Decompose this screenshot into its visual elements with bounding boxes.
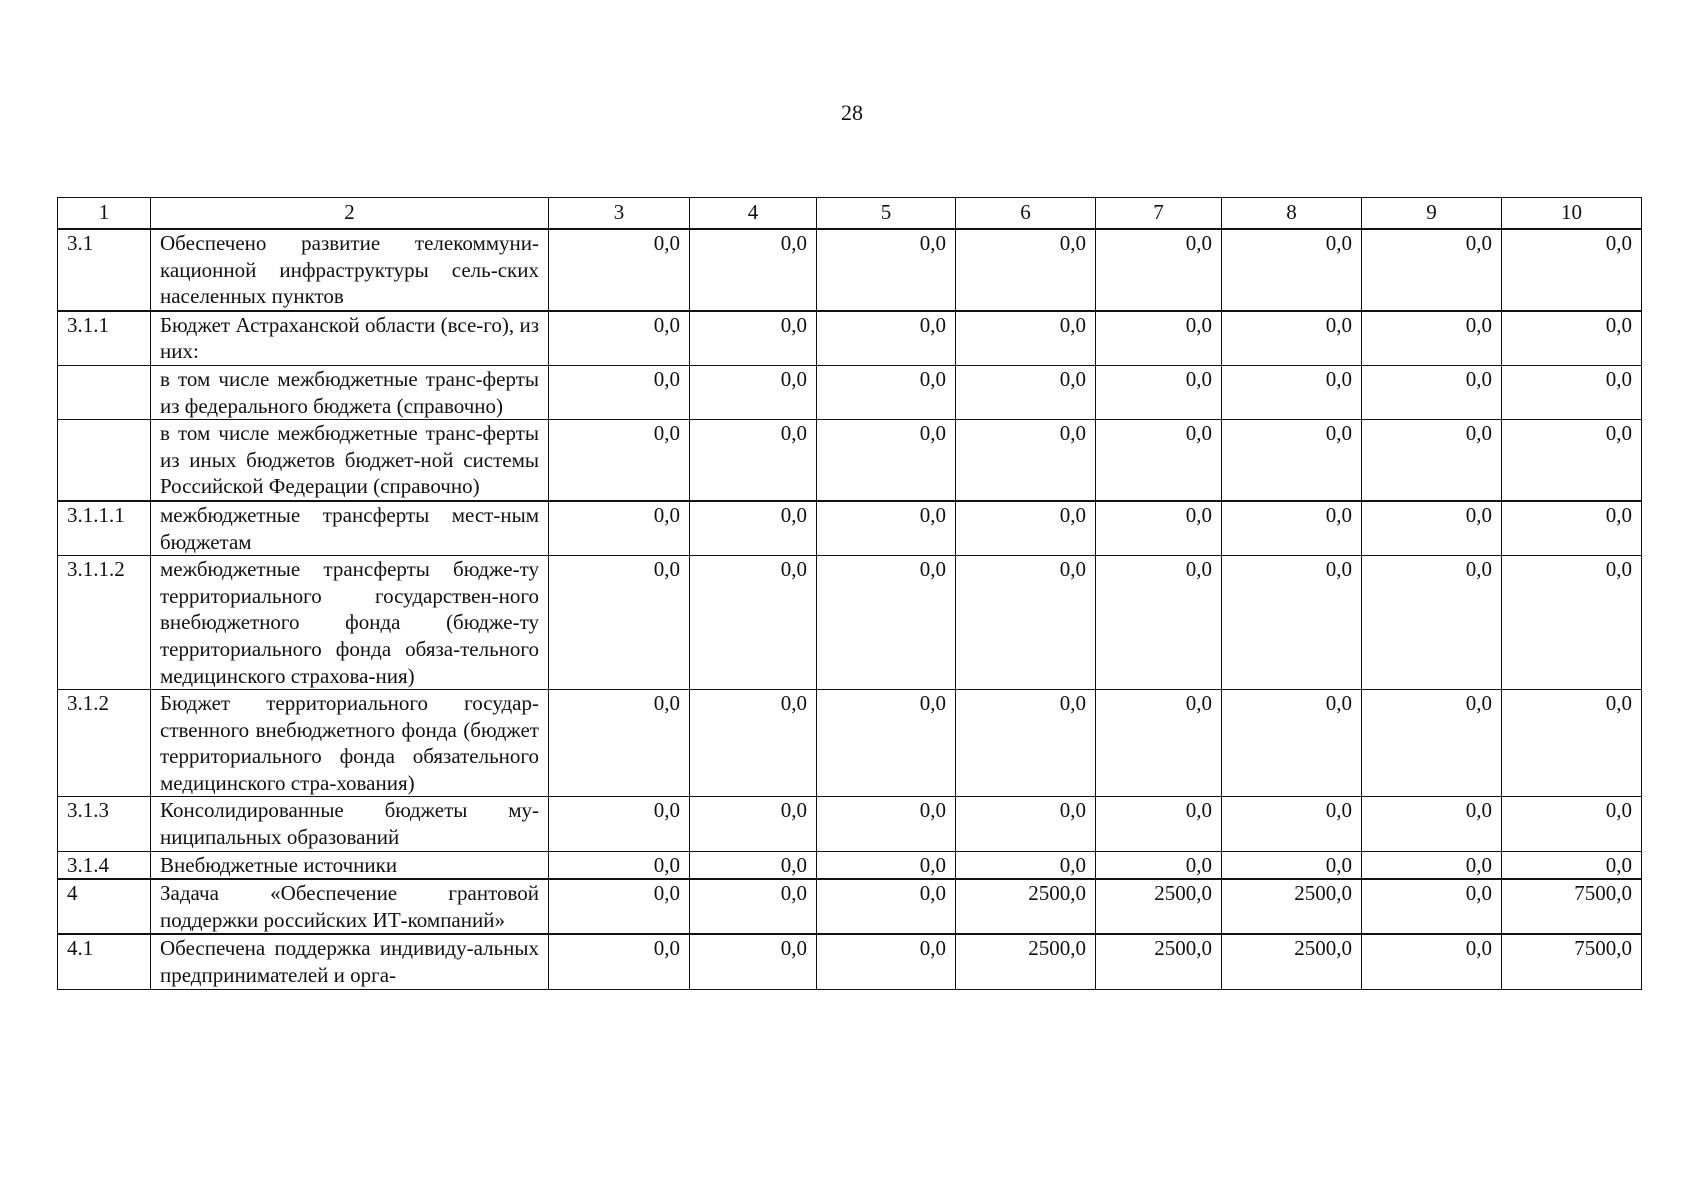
table-row: [58, 311, 1642, 366]
table-header: [58, 198, 1642, 230]
table-row: [58, 879, 1642, 934]
row-value: 0,0: [817, 365, 956, 419]
row-description: Бюджет территориального государ-ственного внебюджетного фонда (бюджет территориального фонда обязательного медицинского стра-хования): [151, 690, 549, 797]
row-value: 0,0: [1222, 420, 1362, 501]
row-value: 0,0: [1362, 365, 1502, 419]
row-code: 3.1: [58, 229, 151, 311]
row-value: 0,0: [1362, 556, 1502, 690]
column-header: 10: [1502, 198, 1642, 230]
row-value: 0,0: [549, 229, 690, 311]
column-header: 7: [1096, 198, 1222, 230]
row-value: 0,0: [956, 501, 1096, 556]
column-header: 5: [817, 198, 956, 230]
row-value: 0,0: [549, 311, 690, 366]
row-value: 0,0: [549, 934, 690, 989]
row-value: 0,0: [690, 229, 817, 311]
row-value: 0,0: [956, 229, 1096, 311]
row-value: 0,0: [817, 556, 956, 690]
row-description: в том числе межбюджетные транс-ферты из иных бюджетов бюджет-ной системы Российской Федерации (справочно): [151, 420, 549, 501]
row-description: Обеспечено развитие телекоммуни-кационной инфраструктуры сель-ских населенных пунктов: [151, 229, 549, 311]
row-value: 0,0: [1096, 311, 1222, 366]
column-number-row: [58, 198, 1642, 230]
row-code: 3.1.1.1: [58, 501, 151, 556]
row-value: 0,0: [1502, 229, 1642, 311]
column-header: 1: [58, 198, 151, 230]
row-value: 0,0: [1096, 501, 1222, 556]
row-value: 2500,0: [1096, 879, 1222, 934]
row-value: 0,0: [690, 311, 817, 366]
row-value: 0,0: [549, 851, 690, 879]
table-row: [58, 501, 1642, 556]
row-value: 7500,0: [1502, 879, 1642, 934]
table-row: [58, 797, 1642, 851]
row-value: 0,0: [1502, 420, 1642, 501]
table-row: [58, 365, 1642, 419]
row-value: 0,0: [1362, 851, 1502, 879]
column-header: 6: [956, 198, 1096, 230]
row-value: 0,0: [1222, 797, 1362, 851]
row-value: 0,0: [956, 690, 1096, 797]
row-code: 3.1.4: [58, 851, 151, 879]
table-row: [58, 556, 1642, 690]
row-value: 0,0: [956, 851, 1096, 879]
row-value: 0,0: [817, 420, 956, 501]
row-code: 4: [58, 879, 151, 934]
row-value: 0,0: [1222, 556, 1362, 690]
row-value: 0,0: [690, 934, 817, 989]
row-value: 0,0: [1362, 934, 1502, 989]
row-value: 0,0: [549, 797, 690, 851]
row-value: 2500,0: [1222, 879, 1362, 934]
row-value: 0,0: [1502, 851, 1642, 879]
row-value: 0,0: [549, 501, 690, 556]
table-row: [58, 690, 1642, 797]
row-value: 0,0: [1222, 851, 1362, 879]
row-value: 0,0: [1222, 690, 1362, 797]
row-code: 4.1: [58, 934, 151, 989]
row-value: 0,0: [1096, 420, 1222, 501]
row-code: 3.1.2: [58, 690, 151, 797]
row-description: Задача «Обеспечение грантовой поддержки российских ИТ-компаний»: [151, 879, 549, 934]
row-value: 0,0: [817, 501, 956, 556]
row-value: 0,0: [956, 311, 1096, 366]
row-description: межбюджетные трансферты бюдже-ту территориального государствен-ного внебюджетного фонда (бюдже-ту территориального фонда обяза-тельного медицинского страхова-ния): [151, 556, 549, 690]
row-value: 0,0: [690, 879, 817, 934]
row-value: 2500,0: [1096, 934, 1222, 989]
row-value: 2500,0: [956, 934, 1096, 989]
row-description: Обеспечена поддержка индивиду-альных предпринимателей и орга-: [151, 934, 549, 989]
row-value: 0,0: [1222, 365, 1362, 419]
row-value: 0,0: [1362, 879, 1502, 934]
column-header: 9: [1362, 198, 1502, 230]
row-value: 0,0: [549, 879, 690, 934]
table-row: [58, 420, 1642, 501]
budget-table: [57, 197, 1642, 990]
row-value: 2500,0: [956, 879, 1096, 934]
row-value: 2500,0: [1222, 934, 1362, 989]
row-value: 0,0: [1362, 311, 1502, 366]
row-value: 0,0: [690, 556, 817, 690]
column-header: 4: [690, 198, 817, 230]
row-value: 0,0: [956, 365, 1096, 419]
row-value: 0,0: [1362, 229, 1502, 311]
row-value: 0,0: [956, 797, 1096, 851]
column-header: 2: [151, 198, 549, 230]
row-value: 0,0: [1502, 501, 1642, 556]
row-code: 3.1.3: [58, 797, 151, 851]
row-value: 0,0: [690, 851, 817, 879]
table-row: [58, 229, 1642, 311]
column-header: 8: [1222, 198, 1362, 230]
row-value: 0,0: [817, 797, 956, 851]
row-value: 0,0: [549, 420, 690, 501]
row-value: 0,0: [1502, 556, 1642, 690]
row-value: 0,0: [1502, 311, 1642, 366]
table-body: [58, 229, 1642, 989]
row-value: 0,0: [690, 690, 817, 797]
column-header: 3: [549, 198, 690, 230]
row-value: 0,0: [1362, 501, 1502, 556]
row-value: 0,0: [1096, 797, 1222, 851]
row-description: в том числе межбюджетные транс-ферты из федерального бюджета (справочно): [151, 365, 549, 419]
row-value: 0,0: [1096, 365, 1222, 419]
table-row: [58, 934, 1642, 989]
row-value: 0,0: [1096, 690, 1222, 797]
row-value: 0,0: [690, 797, 817, 851]
row-value: 0,0: [549, 556, 690, 690]
row-value: 0,0: [1362, 797, 1502, 851]
row-description: межбюджетные трансферты мест-ным бюджетам: [151, 501, 549, 556]
row-code: [58, 365, 151, 419]
row-value: 0,0: [956, 556, 1096, 690]
row-value: 0,0: [1096, 556, 1222, 690]
row-value: 0,0: [1222, 229, 1362, 311]
row-value: 0,0: [956, 420, 1096, 501]
row-value: 0,0: [690, 365, 817, 419]
row-code: 3.1.1.2: [58, 556, 151, 690]
row-value: 0,0: [817, 311, 956, 366]
row-value: 0,0: [1502, 365, 1642, 419]
row-value: 0,0: [817, 690, 956, 797]
row-value: 7500,0: [1502, 934, 1642, 989]
row-value: 0,0: [817, 879, 956, 934]
row-value: 0,0: [1222, 501, 1362, 556]
row-value: 0,0: [1362, 690, 1502, 797]
row-value: 0,0: [1502, 690, 1642, 797]
row-value: 0,0: [549, 365, 690, 419]
row-value: 0,0: [817, 851, 956, 879]
row-value: 0,0: [1096, 229, 1222, 311]
row-code: [58, 420, 151, 501]
row-description: Бюджет Астраханской области (все-го), из них:: [151, 311, 549, 366]
row-value: 0,0: [1222, 311, 1362, 366]
row-value: 0,0: [817, 229, 956, 311]
row-value: 0,0: [1096, 851, 1222, 879]
page-number: 28: [841, 100, 863, 125]
table-row: [58, 851, 1642, 879]
row-value: 0,0: [817, 934, 956, 989]
row-value: 0,0: [690, 420, 817, 501]
row-description: Консолидированные бюджеты му-ниципальных образований: [151, 797, 549, 851]
row-description: Внебюджетные источники: [151, 851, 549, 879]
row-code: 3.1.1: [58, 311, 151, 366]
row-value: 0,0: [690, 501, 817, 556]
row-value: 0,0: [1502, 797, 1642, 851]
row-value: 0,0: [1362, 420, 1502, 501]
row-value: 0,0: [549, 690, 690, 797]
